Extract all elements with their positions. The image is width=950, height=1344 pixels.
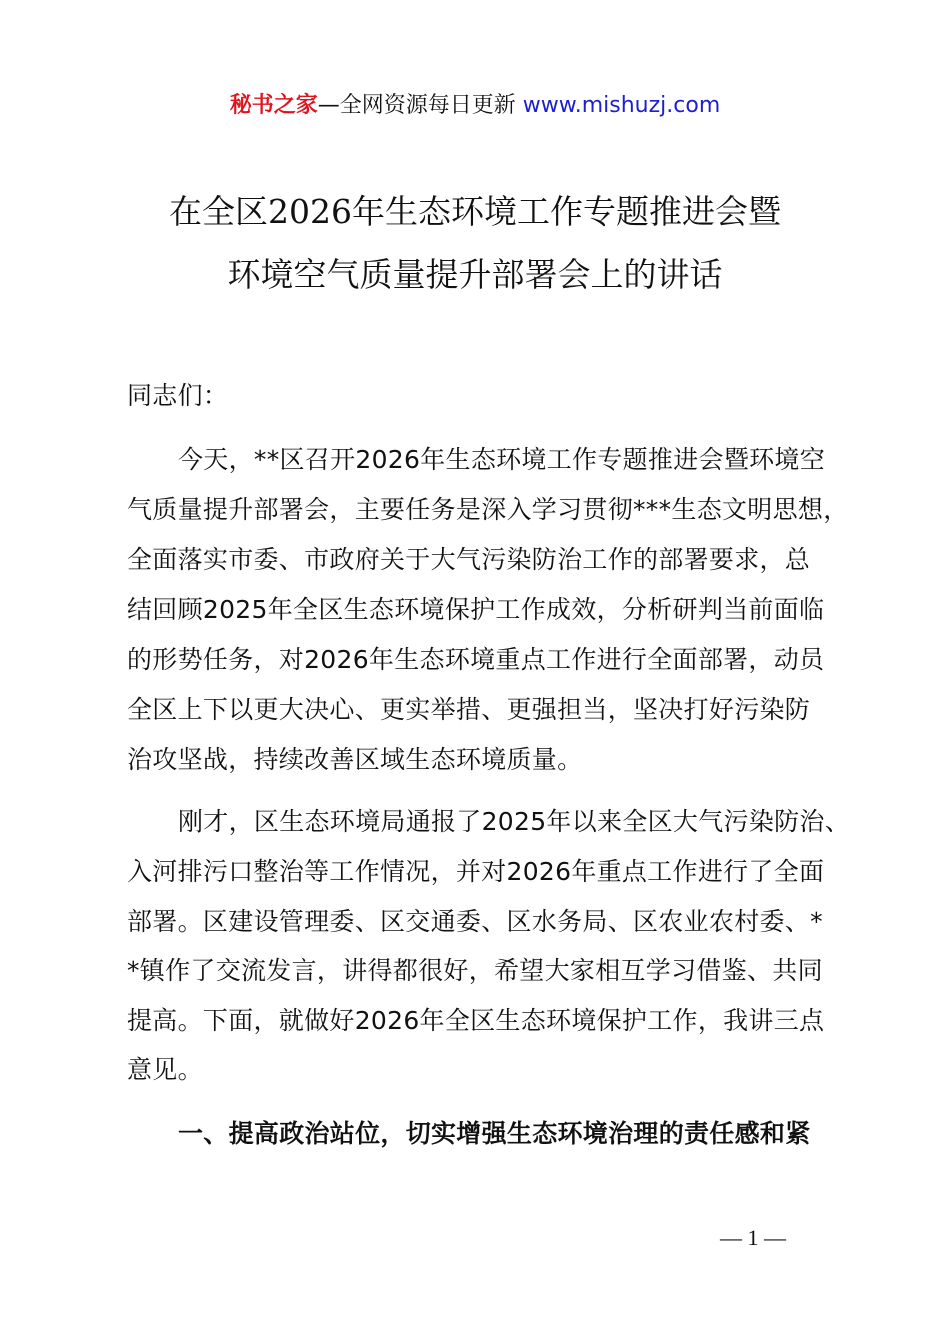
text-line: 结回顾2025年全区生态环境保护工作成效，分析研判当前面临 <box>127 595 825 624</box>
text-line: 入河排污口整治等工作情况，并对2026年重点工作进行了全面 <box>127 857 825 886</box>
site-header <box>0 88 950 119</box>
site-url[interactable]: www.mishuzj.com <box>522 93 721 118</box>
text-line: 今天，**区召开2026年生态环境工作专题推进会暨环境空 <box>178 445 826 474</box>
section-heading-1: 一、提高政治站位，切实增强生态环境治理的责任感和紧 <box>178 1119 811 1148</box>
text-line: 的形势任务，对2026年生态环境重点工作进行全面部署，动员 <box>127 645 825 674</box>
text-line: 部署。区建设管理委、区交通委、区水务局、区农业农村委、* <box>127 907 823 936</box>
text-line: 提高。下面，就做好2026年全区生态环境保护工作，我讲三点 <box>127 1006 825 1035</box>
brand-name: 秘书之家 <box>229 93 318 118</box>
text-line: 全面落实市委、市政府关于大气污染防治工作的部署要求，总 <box>127 545 811 574</box>
page-number: — 1 — <box>720 1225 786 1250</box>
text-line: 全区上下以更大决心、更实举措、更强担当，坚决打好污染防 <box>127 695 811 724</box>
tagline: —全网资源每日更新 <box>317 93 523 118</box>
text-line: 意见。 <box>127 1055 203 1084</box>
title-line-2: 环境空气质量提升部署会上的讲话 <box>227 255 723 294</box>
salutation: 同志们： <box>127 381 229 410</box>
text-line: 气质量提升部署会，主要任务是深入学习贯彻***生态文明思想， <box>127 495 849 524</box>
title-line-1: 在全区2026年生态环境工作专题推进会暨 <box>169 192 781 231</box>
text-line: 治攻坚战，持续改善区域生态环境质量。 <box>127 745 583 774</box>
text-line: 刚才，区生态环境局通报了2025年以来全区大气污染防治、 <box>178 807 851 836</box>
text-line: *镇作了交流发言，讲得都很好，希望大家相互学习借鉴、共同 <box>127 956 823 985</box>
